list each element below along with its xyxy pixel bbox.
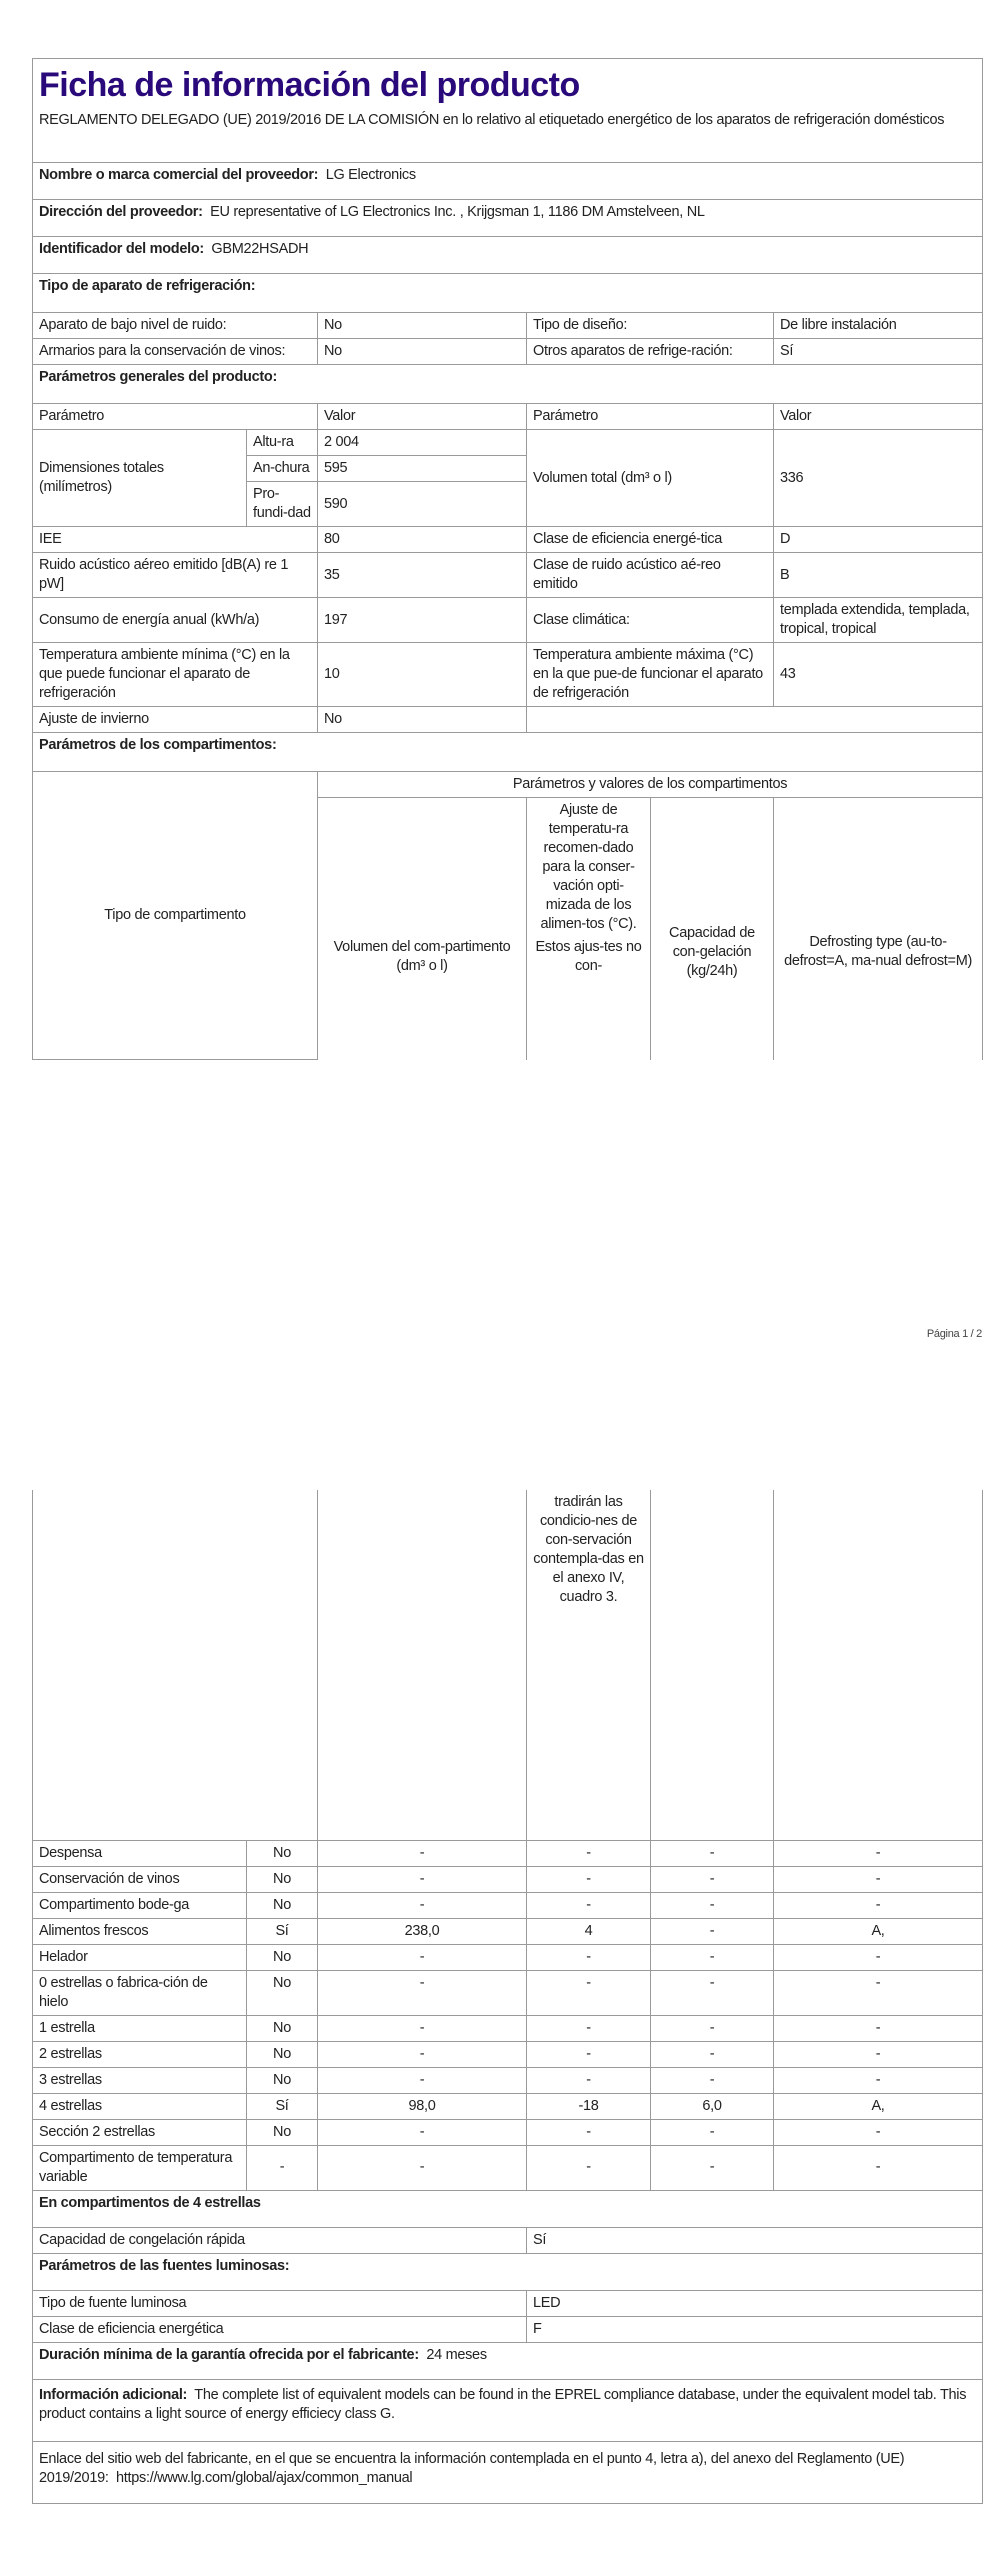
compartment-present: No [247, 1840, 318, 1866]
compartment-row [33, 2041, 983, 2067]
compartment-freeze-capacity: - [651, 2145, 774, 2190]
depth-label: Pro-fundi-dad [247, 482, 318, 527]
additional-info-value: The complete list of equivalent models can be found in the EPREL compliance database, under the equivalent model tab. This product contains a light source of energy efficiecy class G. [39, 2386, 967, 2422]
compartment-temp: - [527, 2145, 651, 2190]
model-row [33, 237, 983, 274]
model-value: GBM22HSADH [211, 241, 309, 257]
compartment-row [33, 2145, 983, 2190]
compartment-volume: 98,0 [318, 2093, 527, 2119]
warranty-label: Duración mínima de la garantía ofrecida por el fabricante: [39, 2346, 419, 2363]
compartment-row [33, 1892, 983, 1918]
empty-cell [651, 1490, 774, 1840]
compartment-freeze-capacity: - [651, 1866, 774, 1892]
four-star-heading: En compartimentos de 4 estrellas [33, 2190, 983, 2227]
energy-consumption-label: Consumo de energía anual (kWh/a) [33, 598, 318, 643]
compartment-type: Compartimento bode-ga [33, 1892, 247, 1918]
supplier-address-row [33, 200, 983, 237]
compartment-type: 4 estrellas [33, 2093, 247, 2119]
light-source-heading: Parámetros de las fuentes luminosas: [33, 2253, 983, 2290]
col-header-param-2: Parámetro [527, 404, 774, 430]
defrost-type-header: Defrosting type (au-to-defrost=A, ma-nual defrost=M) [774, 798, 983, 1060]
additional-info-row [33, 2379, 983, 2441]
compartment-temp: - [527, 2041, 651, 2067]
compartment-defrost: - [774, 1970, 983, 2015]
compartment-temp: - [527, 2015, 651, 2041]
compartment-type: Alimentos frescos [33, 1918, 247, 1944]
noise-class-value: B [774, 553, 983, 598]
max-temp-value: 43 [774, 643, 983, 707]
empty-cell [527, 707, 983, 733]
width-value: 595 [318, 456, 527, 482]
compartment-row [33, 2015, 983, 2041]
compartment-temp: 4 [527, 1918, 651, 1944]
compartments-table-continued [32, 1490, 983, 2504]
wine-storage-value: No [318, 339, 527, 365]
compartment-defrost: A, [774, 1918, 983, 1944]
recommended-temp-header-note: Estos ajus-tes no con- [535, 939, 642, 974]
eei-value: 80 [318, 527, 527, 553]
compartment-volume: - [318, 2119, 527, 2145]
wine-storage-label: Armarios para la conservación de vinos: [33, 339, 318, 365]
website-row [33, 2441, 983, 2503]
compartment-defrost: - [774, 2015, 983, 2041]
compartment-freeze-capacity: - [651, 1840, 774, 1866]
compartment-volume: 238,0 [318, 1918, 527, 1944]
recommended-temp-header-text: Ajuste de temperatu-ra recomen-dado para la conser-vación opti-mizada de los alimen-tos (°C). [540, 802, 637, 932]
general-params-heading: Parámetros generales del producto: [33, 365, 983, 404]
compartment-row [33, 1970, 983, 2015]
compartment-defrost: - [774, 1866, 983, 1892]
appliance-type-heading: Tipo de aparato de refrigeración: [33, 274, 983, 313]
low-noise-label: Aparato de bajo nivel de ruido: [33, 313, 318, 339]
fast-freeze-label: Capacidad de congelación rápida [33, 2227, 527, 2253]
compartment-present: No [247, 2015, 318, 2041]
total-volume-value: 336 [774, 430, 983, 527]
compartment-type: 3 estrellas [33, 2067, 247, 2093]
compartment-freeze-capacity: - [651, 1892, 774, 1918]
compartment-type: 0 estrellas o fabrica-ción de hielo [33, 1970, 247, 2015]
compartment-type: Sección 2 estrellas [33, 2119, 247, 2145]
compartment-present: Sí [247, 1918, 318, 1944]
compartment-freeze-capacity: 6,0 [651, 2093, 774, 2119]
supplier-address-label: Dirección del proveedor: [39, 204, 203, 220]
compartment-present: No [247, 1944, 318, 1970]
winter-setting-value: No [318, 707, 527, 733]
compartment-row [33, 2119, 983, 2145]
compartment-present: No [247, 2067, 318, 2093]
compartment-temp: -18 [527, 2093, 651, 2119]
climate-class-value: templada extendida, templada, tropical, tropical [774, 598, 983, 643]
compartment-volume: - [318, 1944, 527, 1970]
supplier-name-label: Nombre o marca comercial del proveedor: [39, 167, 319, 183]
light-class-value: F [527, 2316, 983, 2342]
compartments-heading: Parámetros de los compartimentos: [33, 733, 983, 772]
compartment-temp: - [527, 1840, 651, 1866]
warranty-row [33, 2342, 983, 2379]
climate-class-label: Clase climática: [527, 598, 774, 643]
recommended-temp-header [527, 798, 651, 1060]
compartment-freeze-capacity: - [651, 1944, 774, 1970]
energy-class-value: D [774, 527, 983, 553]
compartment-row [33, 2093, 983, 2119]
empty-cell [318, 1490, 527, 1840]
max-temp-label: Temperatura ambiente máxima (°C) en la que pue-de funcionar el aparato de refrigeración [527, 643, 774, 707]
min-temp-label: Temperatura ambiente mínima (°C) en la que puede funcionar el aparato de refrigeración [33, 643, 318, 707]
regulation-text: REGLAMENTO DELEGADO (UE) 2019/2016 DE LA COMISIÓN en lo relativo al etiquetado energético de los aparatos de refrigeración domésticos [33, 107, 983, 163]
compartment-type: Helador [33, 1944, 247, 1970]
design-type-label: Tipo de diseño: [527, 313, 774, 339]
compartment-type: Despensa [33, 1840, 247, 1866]
compartment-defrost: - [774, 1840, 983, 1866]
min-temp-value: 10 [318, 643, 527, 707]
compartment-row [33, 1866, 983, 1892]
width-label: An-chura [247, 456, 318, 482]
compartment-type: 1 estrella [33, 2015, 247, 2041]
compartment-freeze-capacity: - [651, 2041, 774, 2067]
height-label: Altu-ra [247, 430, 318, 456]
compartment-type: Compartimento de temperatura variable [33, 2145, 247, 2190]
recommended-temp-header-note-cont: tradirán las condicio-nes de con-servación contempla-das en el anexo IV, cuadro 3. [527, 1490, 651, 1840]
total-volume-label: Volumen total (dm³ o l) [527, 430, 774, 527]
compartment-present: No [247, 1866, 318, 1892]
compartment-params-header: Parámetros y valores de los compartimentos [318, 772, 983, 798]
compartment-row [33, 2067, 983, 2093]
energy-consumption-value: 197 [318, 598, 527, 643]
warranty-value: 24 meses [426, 2346, 487, 2363]
compartment-defrost: A, [774, 2093, 983, 2119]
noise-value: 35 [318, 553, 527, 598]
model-label: Identificador del modelo: [39, 241, 204, 257]
design-type-value: De libre instalación [774, 313, 983, 339]
page-2 [32, 1490, 982, 2504]
empty-cell [33, 1490, 318, 1840]
website-link[interactable]: https://www.lg.com/global/ajax/common_manual [116, 2469, 413, 2486]
depth-value: 590 [318, 482, 527, 527]
compartment-temp: - [527, 2119, 651, 2145]
light-class-label: Clase de eficiencia energética [33, 2316, 527, 2342]
compartment-volume: - [318, 1970, 527, 2015]
other-appliance-value: Sí [774, 339, 983, 365]
eei-label: IEE [33, 527, 318, 553]
light-type-value: LED [527, 2290, 983, 2316]
supplier-name-row [33, 163, 983, 200]
height-value: 2 004 [318, 430, 527, 456]
compartment-type: Conservación de vinos [33, 1866, 247, 1892]
col-header-param: Parámetro [33, 404, 318, 430]
empty-cell [774, 1490, 983, 1840]
page-1 [32, 58, 982, 1060]
compartment-row [33, 1944, 983, 1970]
compartment-present: No [247, 2119, 318, 2145]
compartment-present: No [247, 1970, 318, 2015]
compartment-defrost: - [774, 2145, 983, 2190]
compartment-freeze-capacity: - [651, 2119, 774, 2145]
compartment-defrost: - [774, 2041, 983, 2067]
compartment-present: Sí [247, 2093, 318, 2119]
compartment-volume: - [318, 2041, 527, 2067]
noise-label: Ruido acústico aéreo emitido [dB(A) re 1 pW] [33, 553, 318, 598]
supplier-address-value: EU representative of LG Electronics Inc. , Krijgsman 1, 1186 DM Amstelveen, NL [210, 204, 705, 220]
compartment-volume: - [318, 1840, 527, 1866]
compartment-row [33, 1840, 983, 1866]
other-appliance-label: Otros aparatos de refrige-ración: [527, 339, 774, 365]
energy-class-label: Clase de eficiencia energé-tica [527, 527, 774, 553]
compartment-defrost: - [774, 1892, 983, 1918]
compartment-present: No [247, 1892, 318, 1918]
page-title: Ficha de información del producto [33, 59, 983, 108]
freezing-capacity-header: Capacidad de con-gelación (kg/24h) [651, 798, 774, 1060]
compartment-row [33, 1918, 983, 1944]
website-text: Enlace del sitio web del fabricante, en el que se encuentra la información contemplada en el punto 4, letra a), del anexo del Reglamento (UE) 2019/2019: [39, 2450, 905, 2486]
dimensions-label: Dimensiones totales (milímetros) [33, 430, 247, 527]
compartment-freeze-capacity: - [651, 2067, 774, 2093]
winter-setting-label: Ajuste de invierno [33, 707, 318, 733]
fast-freeze-value: Sí [527, 2227, 983, 2253]
low-noise-value: No [318, 313, 527, 339]
compartment-defrost: - [774, 2067, 983, 2093]
light-type-label: Tipo de fuente luminosa [33, 2290, 527, 2316]
compartment-defrost: - [774, 1944, 983, 1970]
compartment-volume: - [318, 1866, 527, 1892]
compartment-present: - [247, 2145, 318, 2190]
compartment-temp: - [527, 1892, 651, 1918]
compartment-freeze-capacity: - [651, 1970, 774, 2015]
compartment-temp: - [527, 1970, 651, 2015]
compartment-volume: - [318, 2067, 527, 2093]
compartment-temp: - [527, 1944, 651, 1970]
compartment-volume-header: Volumen del com-partimento (dm³ o l) [318, 798, 527, 1060]
compartment-freeze-capacity: - [651, 2015, 774, 2041]
page-number: Página 1 / 2 [926, 1328, 982, 1340]
compartment-temp: - [527, 2067, 651, 2093]
col-header-value: Valor [318, 404, 527, 430]
noise-class-label: Clase de ruido acústico aé-reo emitido [527, 553, 774, 598]
compartment-type-header: Tipo de compartimento [33, 772, 318, 1060]
product-info-table [32, 58, 983, 1060]
supplier-name-value: LG Electronics [325, 167, 416, 183]
col-header-value-2: Valor [774, 404, 983, 430]
compartment-volume: - [318, 1892, 527, 1918]
additional-info-label: Información adicional: [39, 2386, 188, 2403]
compartment-defrost: - [774, 2119, 983, 2145]
compartment-present: No [247, 2041, 318, 2067]
compartment-volume: - [318, 2145, 527, 2190]
compartment-temp: - [527, 1866, 651, 1892]
compartment-type: 2 estrellas [33, 2041, 247, 2067]
compartment-volume: - [318, 2015, 527, 2041]
compartment-freeze-capacity: - [651, 1918, 774, 1944]
